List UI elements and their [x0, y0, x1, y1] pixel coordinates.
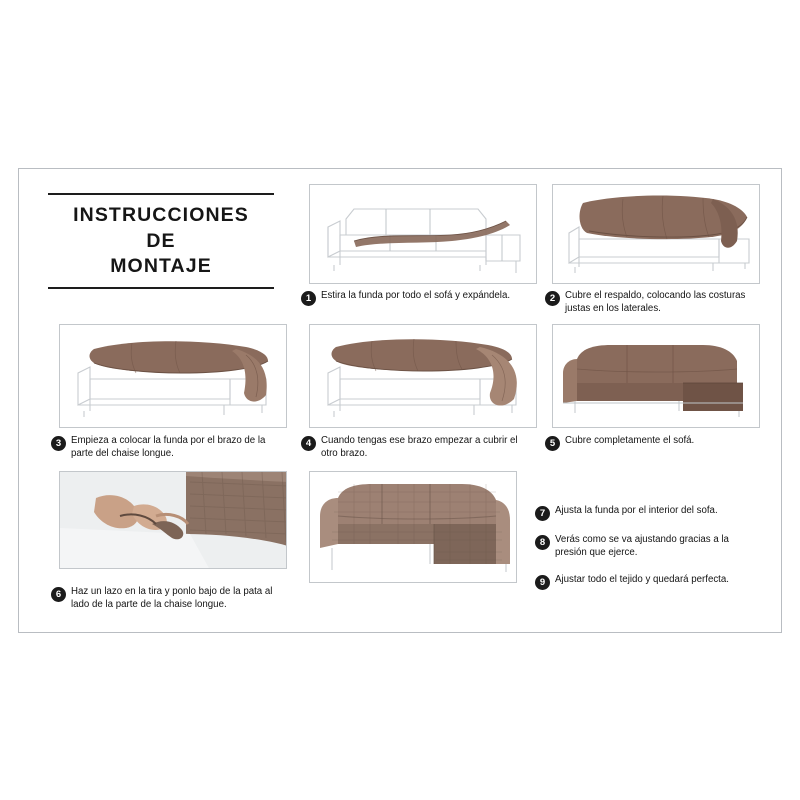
step-2-badge: 2	[545, 291, 560, 306]
step-1-image	[309, 184, 537, 284]
step-2-caption: Cubre el respaldo, colocando las costuras justas en los laterales.	[565, 290, 746, 314]
step-4-image	[309, 324, 537, 428]
sofa-cover-being-pulled-to-other-arm	[310, 325, 537, 428]
step-9-badge: 9	[535, 575, 550, 590]
step-8-caption: Verás como se va ajustando gracias a la presión que ejerce.	[555, 534, 729, 558]
step-5-caption: Cubre completamente el sofá.	[565, 435, 695, 446]
step-6-badge: 6	[51, 587, 66, 602]
step-2-image	[552, 184, 760, 284]
step-7-badge: 7	[535, 506, 550, 521]
title-rule-bottom	[48, 287, 274, 289]
title-line-2: DE	[146, 229, 176, 252]
step-6-image	[59, 471, 287, 569]
step-6-caption: Haz un lazo en la tira y ponlo bajo de la pata al lado de la parte de la chaise longue.	[71, 586, 273, 610]
title-line-1: INSTRUCCIONES	[73, 204, 249, 226]
step-4-badge: 4	[301, 436, 316, 451]
sofa-chaise-longue-outline-with-cover-strip	[310, 185, 537, 284]
step-7-caption: Ajusta la funda por el interior del sofa.	[555, 505, 718, 516]
step-3-badge: 3	[51, 436, 66, 451]
instructions-sheet	[18, 168, 782, 633]
sofa-cover-placed-on-chaise-longue-arm	[60, 325, 287, 428]
title-line-3: MONTAJE	[110, 255, 212, 278]
step-4-caption: Cuando tengas ese brazo empezar a cubrir el otro brazo.	[321, 435, 518, 459]
step-5-badge: 5	[545, 436, 560, 451]
step-3-caption: Empieza a colocar la funda por el brazo de la parte del chaise longue.	[71, 435, 266, 459]
page-title	[41, 193, 281, 289]
step-5-image	[552, 324, 760, 428]
sofa-with-cover-draped-over-backrest	[553, 185, 760, 284]
step-1-caption: Estira la funda por todo el sofá y expándela.	[321, 290, 511, 301]
finished-fitted-sofa-cover	[310, 472, 517, 583]
step-3-image	[59, 324, 287, 428]
step-9-image	[309, 471, 517, 583]
step-1-badge: 1	[301, 291, 316, 306]
step-8-badge: 8	[535, 535, 550, 550]
step-9-caption: Ajustar todo el tejido y quedará perfecta.	[555, 574, 729, 585]
sofa-completely-covered	[553, 325, 760, 428]
hands-tying-strap-loop-under-sofa-leg-photo	[60, 472, 287, 569]
